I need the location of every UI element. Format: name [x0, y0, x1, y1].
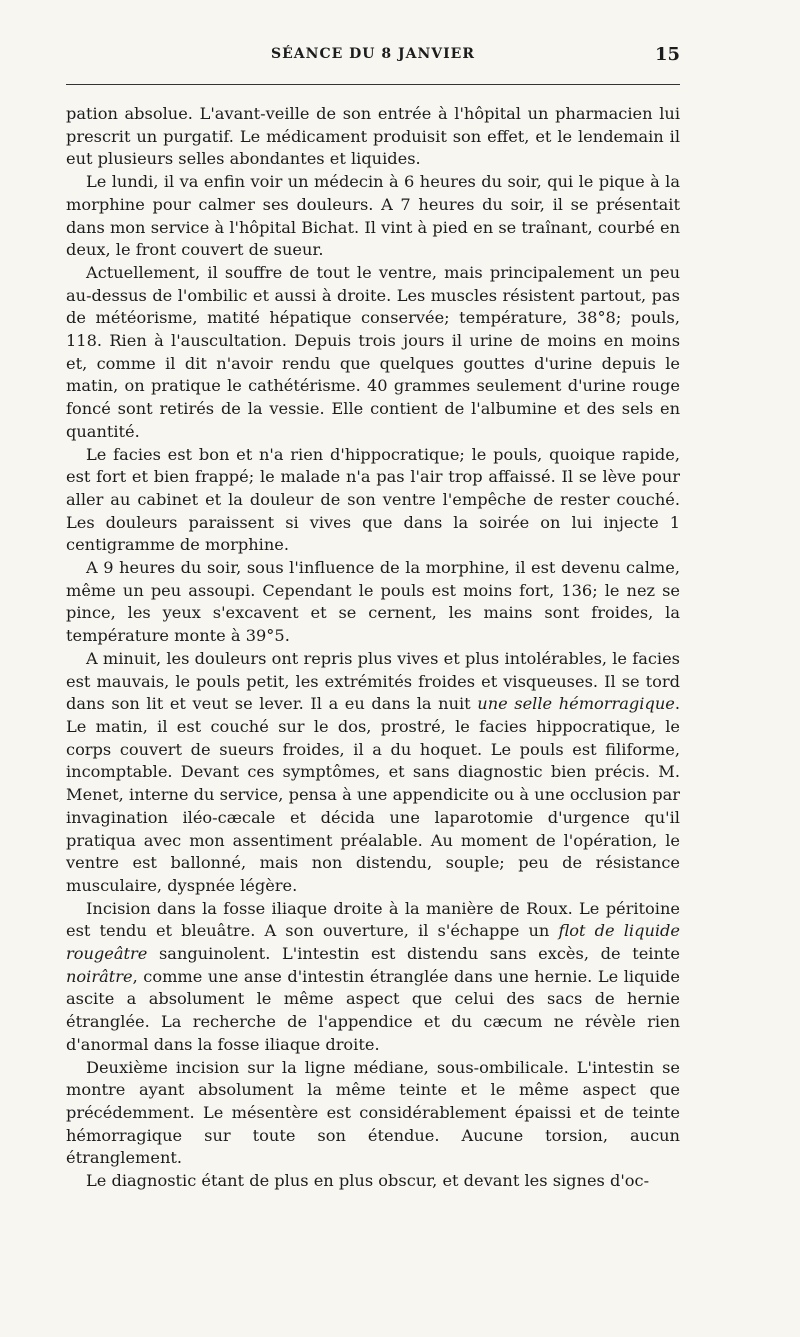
paragraph-9: Le diagnostic étant de plus en plus obscur, et devant les signes d'oc-	[86, 1171, 650, 1191]
running-title: SÉANCE DU 8 JANVIER	[271, 46, 475, 62]
paragraph-3: Actuellement, il souffre de tout le ventre, mais principalement un peu au-dessus de l'ombilic et aussi à droite. Les muscles résistent partout, pas de météorisme, matité hépatique conservée; température, 38°8; pouls, 118. Rien à l'auscultation. Depuis trois jours il urine de moins en moins et, comme il dit n'avoir rendu que quelques gouttes d'urine depuis le matin, on pratique le cathétérisme. 40 grammes seulement d'urine rouge foncé sont retirés de la vessie. Elle contient de l'albumine et des sels en quantité.	[66, 262, 680, 441]
italic-phrase: une selle hémorragique	[477, 694, 675, 714]
page-header	[66, 46, 680, 68]
paragraph-1: pation absolue. L'avant-veille de son entrée à l'hôpital un pharmacien lui prescrit un purgatif. Le médicament produisit son effet, et le lendemain il eut plusieurs selles abondantes et liquides.	[66, 104, 680, 169]
paragraph-6: A minuit, les douleurs ont repris plus vives et plus intolérables, le facies est mauvais, le pouls petit, les extrémités froides et visqueuses. Il se tord dans son lit et veut se lever. Il a eu dans la nuit une selle hémorragique. Le matin, il est couché sur le dos, prostré, le facies hippocratique, le corps couvert de sueurs froides, il a du hoquet. Le pouls est filiforme, incomptable. Devant ces symptômes, et sans diagnostic bien précis. M. Menet, interne du service, pensa à une appendicite ou à une occlusion par invagination iléo-cæcale et décida une laparotomie d'urgence qu'il pratiqua avec mon assentiment préalable. Au moment de l'opération, le ventre est ballonné, mais non distendu, souple; peu de résistance musculaire, dyspnée légère.	[66, 648, 680, 895]
italic-phrase: noirâtre	[66, 966, 133, 986]
paragraph-2: Le lundi, il va enfin voir un médecin à 6 heures du soir, qui le pique à la morphine pour calmer ses douleurs. A 7 heures du soir, il se présentait dans mon service à l'hôpital Bichat. Il vint à pied en se traînant, courbé en deux, le front couvert de sueur.	[66, 172, 680, 260]
italic-phrase: flot de liquide rougeâtre	[66, 921, 680, 964]
body-text	[66, 103, 680, 1193]
paragraph-4: Le facies est bon et n'a rien d'hippocratique; le pouls, quoique rapide, est fort et bien frappé; le malade n'a pas l'air trop affaissé. Il se lève pour aller au cabinet et la douleur de son ventre l'empêche de rester couché. Les douleurs paraissent si vives que dans la soirée on lui injecte 1 centigramme de morphine.	[66, 444, 680, 555]
paragraph-5: A 9 heures du soir, sous l'influence de la morphine, il est devenu calme, même un peu assoupi. Cependant le pouls est moins fort, 136; le nez se pince, les yeux s'excavent et se cernent, les mains sont froides, la température monte à 39°5.	[66, 558, 680, 646]
page-number: 15	[654, 44, 680, 65]
paragraph-8: Deuxième incision sur la ligne médiane, sous-ombilicale. L'intestin se montre ayant absolument la même teinte et le même aspect que précédemment. Le mésentère est considérablement épaissi et de teinte hémorragique sur toute son étendue. Aucune torsion, aucun étranglement.	[66, 1057, 680, 1168]
paragraph-7: Incision dans la fosse iliaque droite à la manière de Roux. Le péritoine est tendu et bleuâtre. A son ouverture, il s'échappe un flot de liquide rougeâtre sanguinolent. L'intestin est distendu sans excès, de teinte noirâtre, comme une anse d'intestin étranglée dans une hernie. Le liquide ascite a absolument le même aspect que celui des sacs de hernie étranglée. La recherche de l'appendice et du cæcum ne révèle rien d'anormal dans la fosse iliaque droite.	[66, 898, 680, 1054]
header-rule	[66, 84, 680, 85]
